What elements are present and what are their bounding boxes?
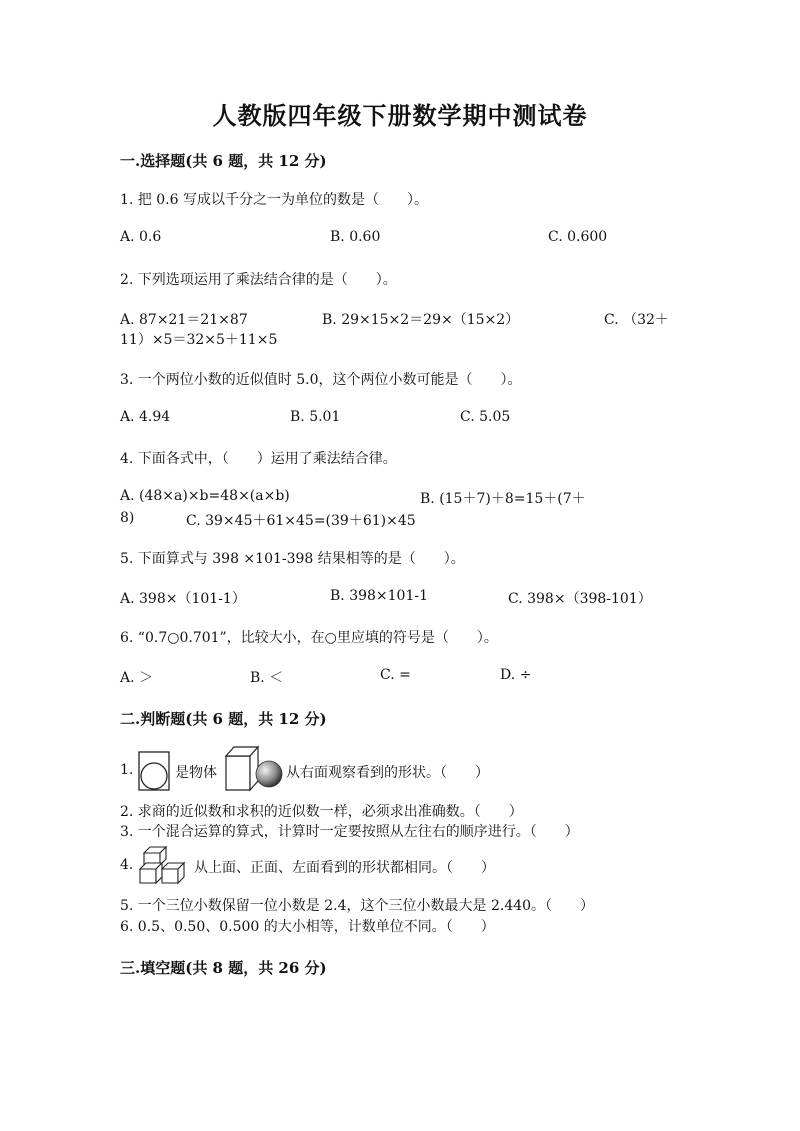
square-with-circle-view-icon bbox=[137, 750, 171, 792]
question-text-part: 从右面观察看到的形状。（ ） bbox=[286, 765, 489, 781]
option-b: B. (15＋7)＋8=15＋(7＋ bbox=[420, 491, 586, 507]
option-c-continued: 11）×5＝32×5＋11×5 bbox=[120, 332, 278, 348]
question-text-part: 是物体 bbox=[175, 765, 217, 781]
option-b: B. 5.01 bbox=[290, 409, 341, 425]
question-text: 2. 求商的近似数和求积的近似数一样，必须求出准确数。（ ） bbox=[120, 804, 523, 820]
section-heading-choice: 一.选择题(共 6 题，共 12 分) bbox=[120, 152, 327, 170]
option-b: B. 398×101-1 bbox=[330, 588, 428, 604]
question-number: 1. bbox=[120, 762, 134, 778]
stacked-cubes-icon bbox=[136, 839, 190, 887]
option-c: C. 398×（398-101） bbox=[508, 591, 652, 607]
option-c: C. 39×45＋61×45=(39＋61)×45 bbox=[186, 513, 416, 529]
option-b-continued: 8) bbox=[120, 510, 135, 526]
option-b: B. 0.60 bbox=[330, 229, 381, 245]
option-a: A. 4.94 bbox=[120, 409, 171, 425]
question-text: 5. 下面算式与 398 ×101-398 结果相等的是（ ）。 bbox=[120, 551, 465, 567]
question-text: 3. 一个两位小数的近似值时 5.0，这个两位小数可能是（ ）。 bbox=[120, 372, 522, 388]
option-d: D. ÷ bbox=[500, 667, 532, 683]
question-text: 3. 一个混合运算的算式，计算时一定要按照从左往右的顺序进行。（ ） bbox=[120, 824, 579, 840]
section-heading-judgement: 二.判断题(共 6 题，共 12 分) bbox=[120, 710, 327, 728]
option-a: A. 87×21＝21×87 bbox=[120, 312, 248, 328]
question-text: 5. 一个三位小数保留一位小数是 2.4，这个三位小数最大是 2.440。（ ） bbox=[120, 898, 595, 914]
option-b: B. ＜ bbox=[250, 670, 284, 686]
option-a: A. (48×a)×b=48×(a×b) bbox=[120, 488, 290, 504]
question-number: 4. bbox=[120, 857, 134, 873]
option-c: C. （32＋ bbox=[604, 312, 669, 328]
option-c: C. = bbox=[380, 667, 411, 683]
section-heading-fill-blank: 三.填空题(共 8 题，共 26 分) bbox=[120, 959, 327, 977]
page-title: 人教版四年级下册数学期中测试卷 bbox=[212, 101, 588, 130]
question-text: 1. 把 0.6 写成以千分之一为单位的数是（ ）。 bbox=[120, 192, 428, 208]
cube-and-sphere-object-icon bbox=[223, 744, 285, 792]
question-text-part: 从上面、正面、左面看到的形状都相同。（ ） bbox=[194, 860, 495, 876]
option-a: A. 0.6 bbox=[120, 229, 162, 245]
option-a: A. ＞ bbox=[120, 670, 154, 686]
question-text: 6. “0.7○0.701”，比较大小，在○里应填的符号是（ ）。 bbox=[120, 630, 498, 646]
option-c: C. 0.600 bbox=[548, 229, 608, 245]
question-text: 2. 下列选项运用了乘法结合律的是（ ）。 bbox=[120, 272, 397, 288]
question-text: 6. 0.5、0.50、0.500 的大小相等，计数单位不同。（ ） bbox=[120, 919, 495, 935]
question-text: 4. 下面各式中，（ ）运用了乘法结合律。 bbox=[120, 451, 397, 467]
option-c: C. 5.05 bbox=[460, 409, 511, 425]
option-b: B. 29×15×2＝29×（15×2） bbox=[322, 312, 520, 328]
option-a: A. 398×（101-1） bbox=[120, 591, 246, 607]
